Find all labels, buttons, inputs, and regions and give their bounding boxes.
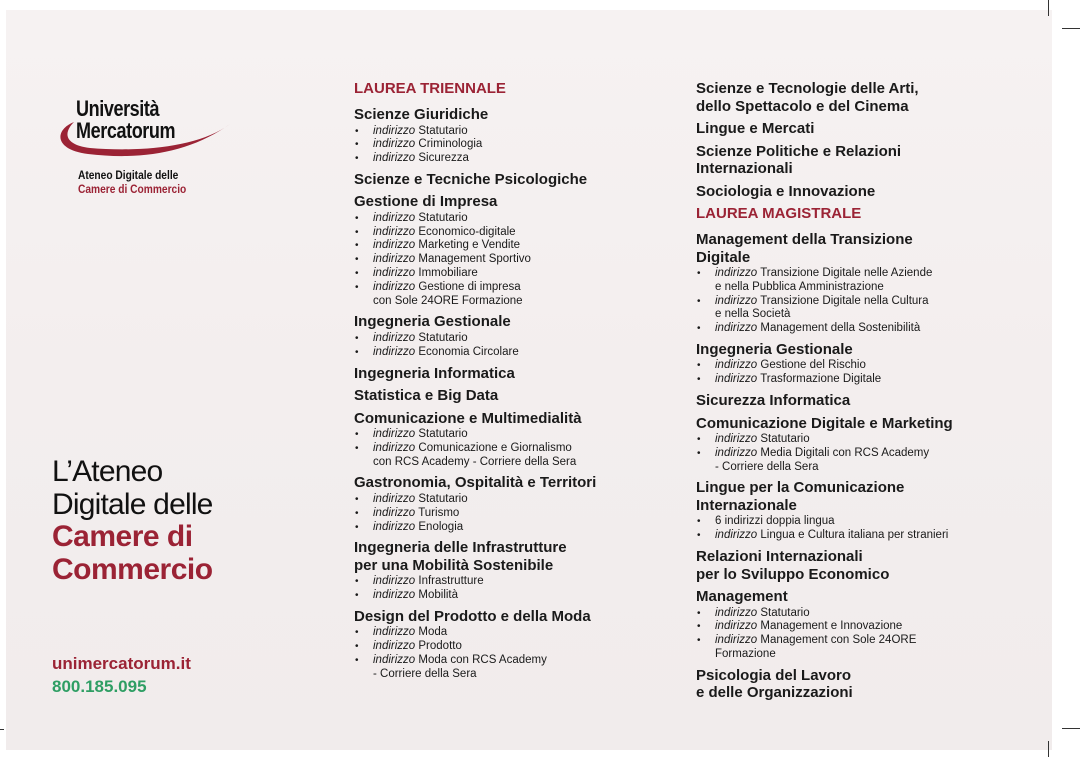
course-title: Ingegneria Gestionale <box>696 340 853 358</box>
hero-line-3: Camere di <box>52 520 193 553</box>
course-item <box>696 667 1026 702</box>
option-text: Statutario <box>760 606 810 619</box>
option-item <box>696 620 1026 634</box>
course-item <box>354 193 674 308</box>
crop-mark <box>1048 0 1049 16</box>
option-prefix: indirizzo <box>715 373 758 386</box>
option-text: Statutario <box>418 124 468 137</box>
option-item <box>354 640 674 654</box>
option-item <box>696 607 1026 621</box>
option-text: Sicurezza <box>418 152 469 165</box>
course-item <box>354 387 674 405</box>
option-text: Comunicazione e Giornalismo con RCS Academy - Corriere della Sera <box>373 441 577 468</box>
course-list <box>354 106 674 682</box>
course-title: Scienze Politiche e Relazioni Internazionali <box>696 142 902 177</box>
option-list <box>354 125 674 166</box>
option-prefix: indirizzo <box>373 428 416 441</box>
option-prefix: indirizzo <box>373 280 416 293</box>
option-item <box>696 359 1026 373</box>
option-item <box>354 267 674 281</box>
option-prefix: indirizzo <box>373 331 416 344</box>
course-title: Ingegneria Gestionale <box>354 313 511 331</box>
crop-mark <box>0 729 4 730</box>
option-list <box>354 493 674 534</box>
option-prefix: indirizzo <box>373 589 416 602</box>
course-title: Ingegneria Informatica <box>354 364 515 382</box>
course-list <box>696 231 1026 702</box>
course-title: Gastronomia, Ospitalità e Territori <box>354 474 597 492</box>
course-title: Sociologia e Innovazione <box>696 182 876 200</box>
logo-text-line1: Università <box>76 96 160 121</box>
option-prefix: indirizzo <box>715 446 758 459</box>
option-item <box>354 332 674 346</box>
option-item <box>696 373 1026 387</box>
option-item <box>354 152 674 166</box>
option-item <box>696 529 1026 543</box>
course-title: Lingue e Mercati <box>696 120 815 137</box>
option-prefix: indirizzo <box>373 506 416 519</box>
option-item <box>696 295 1026 323</box>
option-text: Management Sportivo <box>418 253 531 266</box>
option-text: Management con Sole 24ORE Formazione <box>715 634 917 660</box>
option-text: 6 indirizzi doppia lingua <box>715 515 835 528</box>
option-item <box>354 507 674 521</box>
course-item <box>354 410 674 470</box>
option-item <box>354 589 674 603</box>
option-text: Lingua e Cultura italiana per stranieri <box>760 529 949 542</box>
course-item <box>354 608 674 682</box>
option-text: Management della Sostenibilità <box>760 322 921 335</box>
course-item <box>696 143 1026 178</box>
option-item <box>354 212 674 226</box>
option-prefix: indirizzo <box>715 529 758 542</box>
option-item <box>354 253 674 267</box>
option-prefix: indirizzo <box>715 359 758 372</box>
course-item <box>696 341 1026 387</box>
option-list <box>696 607 1026 662</box>
option-prefix: indirizzo <box>373 211 416 224</box>
option-list <box>354 332 674 360</box>
crop-mark <box>1048 741 1049 757</box>
option-text: Enologia <box>418 520 464 533</box>
option-prefix: indirizzo <box>373 152 416 165</box>
option-text: Immobiliare <box>418 267 478 280</box>
option-item <box>354 226 674 240</box>
option-item <box>354 575 674 589</box>
course-title: Relazioni Internazionali per lo Sviluppo Economico <box>696 548 890 583</box>
option-list <box>696 433 1026 474</box>
course-item <box>696 120 1026 138</box>
option-text: Statutario <box>418 211 468 224</box>
course-item <box>696 231 1026 336</box>
course-item <box>354 539 674 603</box>
course-title: Comunicazione e Multimedialità <box>354 409 582 427</box>
option-text: Transizione Digitale nelle Aziende e nella Pubblica Amministrazione <box>715 267 933 293</box>
option-prefix: indirizzo <box>715 634 758 647</box>
course-title: Gestione di Impresa <box>354 193 498 211</box>
option-text: Criminologia <box>418 138 483 151</box>
option-prefix: indirizzo <box>373 640 416 653</box>
option-prefix: indirizzo <box>373 138 416 151</box>
course-item <box>696 183 1026 201</box>
option-text: Statutario <box>418 428 468 441</box>
course-title: Scienze e Tecnologie delle Arti, dello Spettacolo e del Cinema <box>696 80 919 115</box>
option-list <box>354 428 674 469</box>
option-prefix: indirizzo <box>373 654 416 667</box>
option-item <box>354 281 674 309</box>
course-title: Management della Transizione Digitale <box>696 231 913 266</box>
course-item <box>354 365 674 383</box>
course-item <box>696 479 1026 543</box>
option-item <box>354 125 674 139</box>
column-laurea-triennale <box>354 80 674 687</box>
option-prefix: indirizzo <box>715 322 758 335</box>
option-text: Trasformazione Digitale <box>760 373 882 386</box>
option-text: Gestione di impresa con Sole 24ORE Formazione <box>373 280 523 307</box>
option-prefix: indirizzo <box>373 345 416 358</box>
option-text: Statutario <box>418 331 468 344</box>
option-prefix: indirizzo <box>373 441 416 454</box>
option-item <box>696 322 1026 336</box>
option-prefix: indirizzo <box>373 575 416 588</box>
option-item <box>696 433 1026 447</box>
option-prefix: indirizzo <box>373 225 416 238</box>
option-prefix: indirizzo <box>715 620 758 633</box>
course-item <box>696 392 1026 410</box>
course-item <box>354 106 674 166</box>
option-list <box>354 212 674 309</box>
option-text: Moda con RCS Academy - Corriere della Sera <box>373 654 547 680</box>
logo-tagline-1: Ateneo Digitale delle <box>78 168 179 182</box>
option-prefix: indirizzo <box>373 124 416 137</box>
option-prefix: indirizzo <box>715 267 758 279</box>
option-prefix: indirizzo <box>373 520 416 533</box>
option-item <box>696 634 1026 662</box>
course-item <box>696 548 1026 583</box>
option-list <box>354 626 674 681</box>
option-item <box>696 267 1026 295</box>
course-title: Comunicazione Digitale e Marketing <box>696 414 953 432</box>
option-item <box>354 626 674 640</box>
logo-tagline-2: Camere di Commercio <box>78 182 187 196</box>
course-title: Sicurezza Informatica <box>696 392 851 410</box>
logo-text-line2: Mercatorum <box>76 118 176 143</box>
course-title: Statistica e Big Data <box>354 387 499 405</box>
option-item <box>354 493 674 507</box>
option-text: Prodotto <box>418 640 462 653</box>
option-item <box>354 428 674 442</box>
course-title: Management <box>696 588 788 606</box>
phone-number[interactable]: 800.185.095 <box>52 677 147 696</box>
option-list <box>696 359 1026 387</box>
option-text: Turismo <box>418 506 460 519</box>
website-link[interactable]: unimercatorum.it <box>52 654 191 673</box>
option-prefix: indirizzo <box>715 606 758 619</box>
hero-line-4: Commercio <box>52 552 213 586</box>
option-item <box>354 138 674 152</box>
option-list <box>354 575 674 603</box>
course-item <box>354 171 674 189</box>
option-item <box>354 346 674 360</box>
course-item <box>696 588 1026 662</box>
option-text: Management e Innovazione <box>760 620 903 633</box>
option-prefix: indirizzo <box>373 253 416 266</box>
option-prefix: indirizzo <box>715 433 758 446</box>
option-prefix: indirizzo <box>715 294 758 307</box>
option-prefix: indirizzo <box>373 626 416 639</box>
option-text: Moda <box>418 626 448 639</box>
hero-line-1: L’Ateneo <box>52 455 163 488</box>
option-text: Economico-digitale <box>418 225 516 238</box>
section-title: LAUREA TRIENNALE <box>354 80 506 97</box>
option-item <box>696 515 1026 529</box>
option-text: Marketing e Vendite <box>418 239 521 252</box>
crop-mark <box>1062 28 1080 29</box>
option-item <box>354 442 674 470</box>
course-title: Scienze e Tecniche Psicologiche <box>354 170 588 188</box>
hero-headline <box>52 456 312 586</box>
crop-mark <box>1062 728 1080 729</box>
option-text: Media Digitali con RCS Academy - Corriere della Sera <box>715 446 930 473</box>
course-item <box>354 313 674 359</box>
option-text: Infrastrutture <box>418 575 484 588</box>
course-title: Design del Prodotto e della Moda <box>354 607 591 625</box>
course-title: Lingue per la Comunicazione Internazionale <box>696 479 905 514</box>
course-item <box>696 415 1026 475</box>
section-title: LAUREA MAGISTRALE <box>696 205 862 222</box>
option-list <box>696 267 1026 336</box>
option-prefix: indirizzo <box>373 267 416 280</box>
option-prefix: indirizzo <box>373 492 416 505</box>
option-text: Statutario <box>418 492 468 505</box>
option-item <box>354 239 674 253</box>
option-text: Gestione del Rischio <box>760 359 866 372</box>
university-logo <box>48 96 238 206</box>
option-text: Mobilità <box>418 589 459 602</box>
option-list <box>696 515 1026 543</box>
course-item <box>354 474 674 534</box>
option-text: Economia Circolare <box>418 345 519 358</box>
course-title: Psicologia del Lavoro e delle Organizzazioni <box>696 666 853 702</box>
course-title: Ingegneria delle Infrastrutture per una Mobilità Sostenibile <box>354 539 567 574</box>
option-item <box>696 447 1026 475</box>
option-item <box>354 521 674 535</box>
course-title: Scienze Giuridiche <box>354 106 489 123</box>
column-laurea-magistrale <box>696 80 1026 707</box>
hero-line-2: Digitale delle <box>52 487 213 521</box>
option-prefix: indirizzo <box>373 239 416 252</box>
course-item <box>696 80 1026 115</box>
option-text: Transizione Digitale nella Cultura e nella Società <box>715 294 929 321</box>
course-list <box>696 80 1026 200</box>
option-item <box>354 654 674 682</box>
option-text: Statutario <box>760 433 810 446</box>
